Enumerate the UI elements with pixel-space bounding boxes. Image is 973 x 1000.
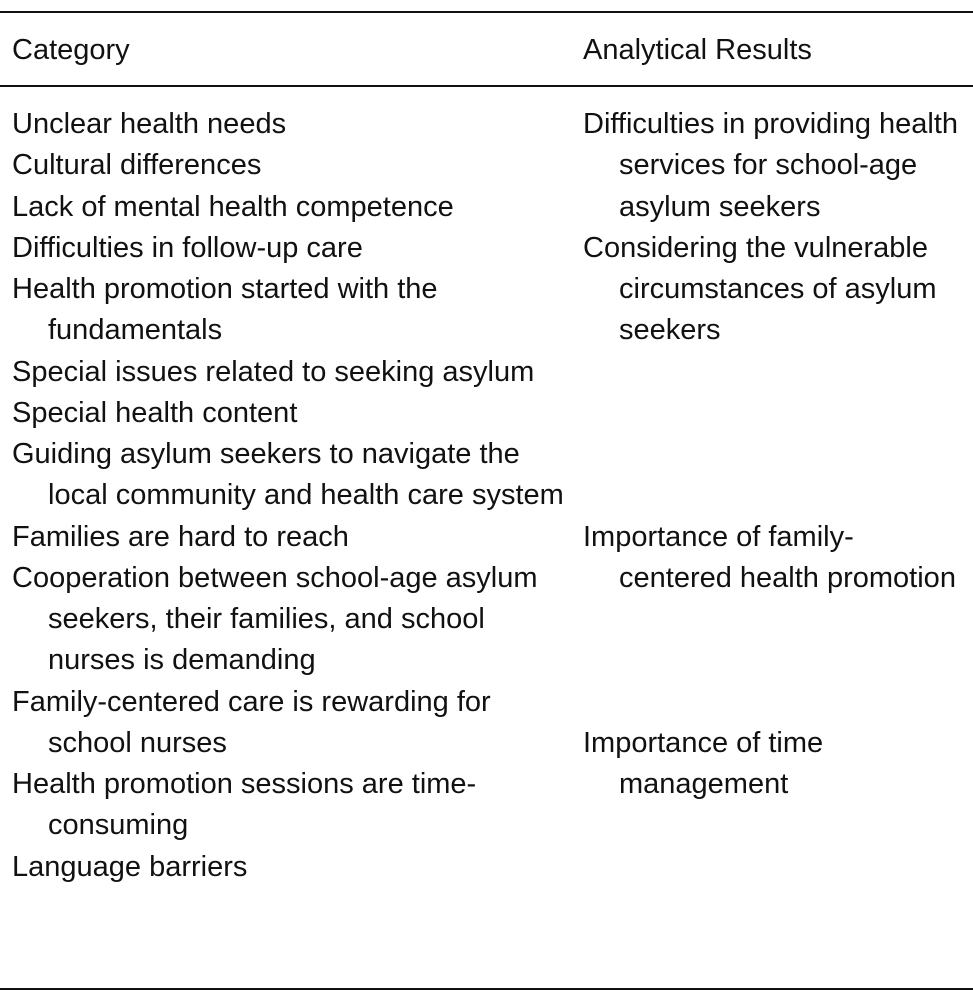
category-cell: Cooperation between school-age asylum seekers, their families, and school nurses is demanding <box>12 561 538 677</box>
result-cell: Importance of family-centered health promotion <box>583 520 956 594</box>
category-cell: Guiding asylum seekers to navigate the local community and health care system <box>12 438 564 512</box>
category-cell: Special health content <box>12 396 298 429</box>
category-column <box>12 104 572 888</box>
header-analytical-results: Analytical Results <box>583 34 812 66</box>
results-column <box>583 104 963 805</box>
header-category: Category <box>12 34 130 66</box>
table-bottom-rule <box>0 988 973 990</box>
category-cell: Families are hard to reach <box>12 520 349 553</box>
category-cell: Unclear health needs <box>12 108 287 140</box>
category-cell: Special issues related to seeking asylum <box>12 355 535 388</box>
result-cell: Difficulties in providing health services for school-age asylum seekers <box>583 108 959 223</box>
category-cell: Health promotion sessions are time-consuming <box>12 768 477 842</box>
category-cell: Difficulties in follow-up care <box>12 231 363 264</box>
header-rule <box>0 85 973 87</box>
category-cell: Family-centered care is rewarding for school nurses <box>12 685 491 759</box>
category-cell: Language barriers <box>12 850 248 883</box>
category-cell: Health promotion started with the fundamentals <box>12 273 438 347</box>
result-cell: Importance of time management <box>583 726 824 800</box>
category-cell: Lack of mental health competence <box>12 190 454 223</box>
result-cell: Considering the vulnerable circumstances of asylum seekers <box>583 231 937 347</box>
category-cell: Cultural differences <box>12 149 262 182</box>
table-top-rule <box>0 11 973 13</box>
